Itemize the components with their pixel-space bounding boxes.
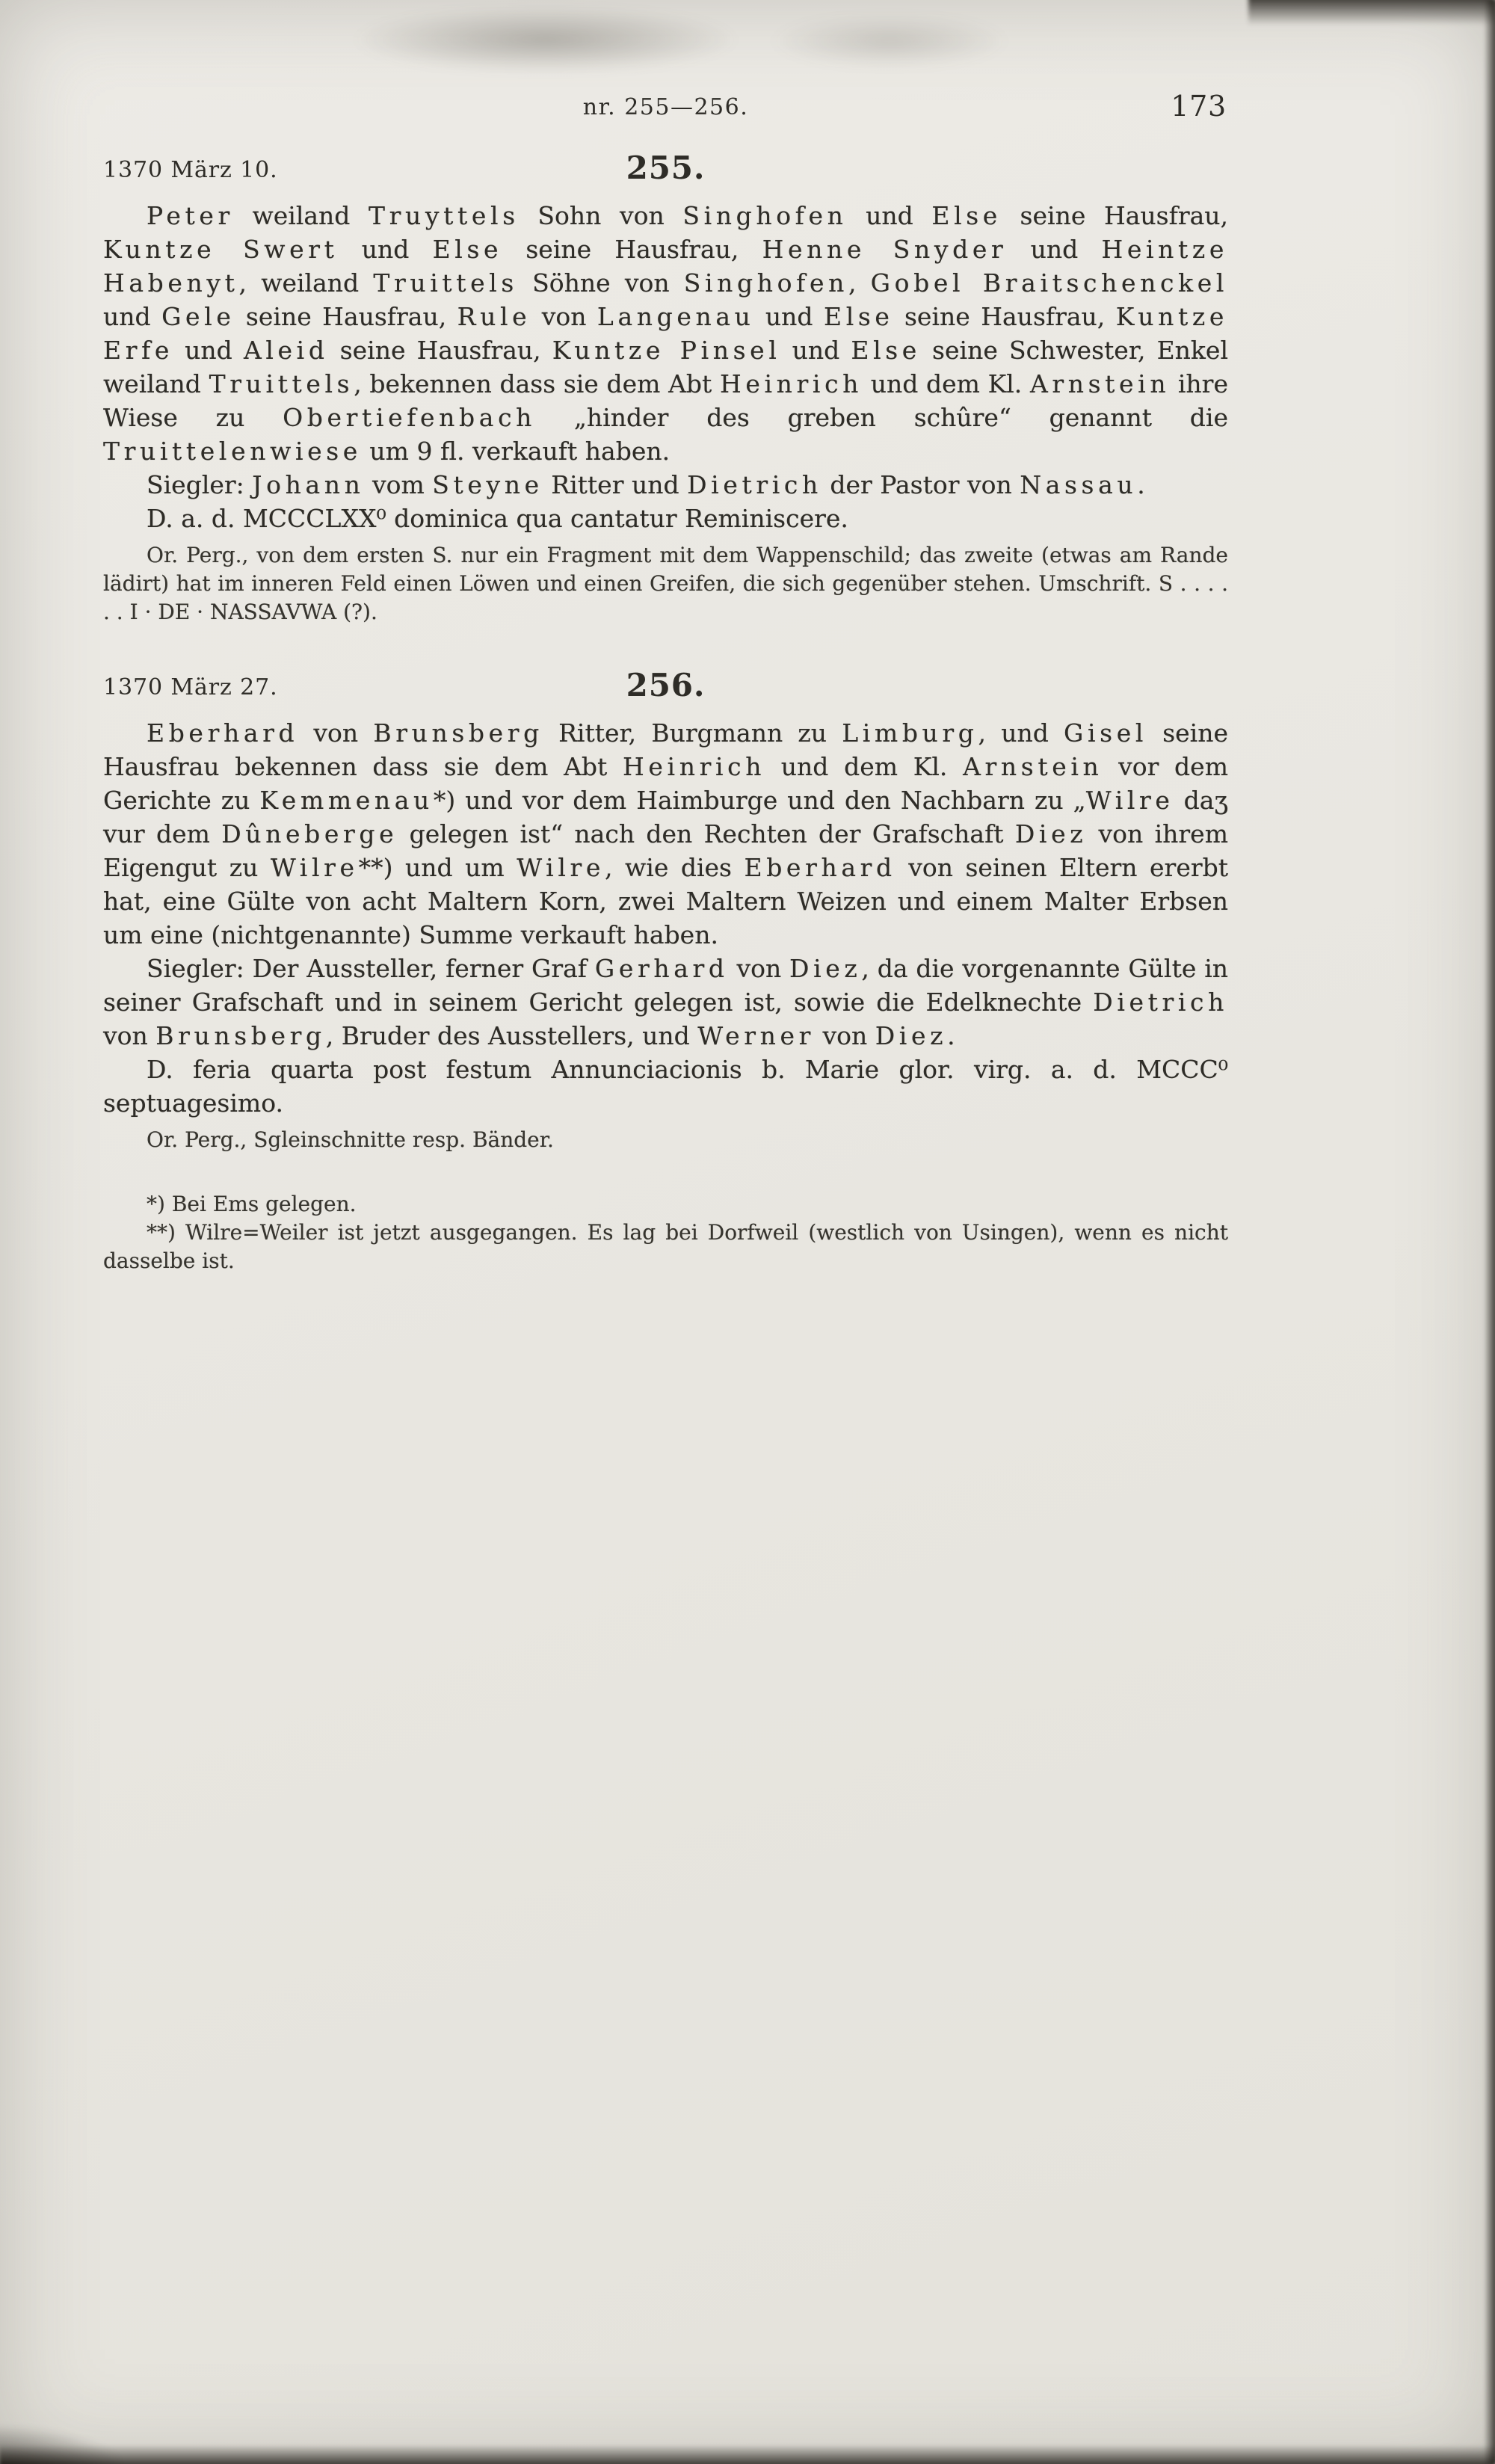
text-run: **) und um — [358, 853, 517, 882]
text-run: seine Hausfrau, — [235, 302, 457, 331]
text-run: vom — [364, 470, 433, 499]
text-run-letterspaced: Henne Snyder — [762, 235, 1008, 264]
text-run-letterspaced: Else — [851, 336, 921, 365]
text-run: seine Schwester, Enkel weiland — [103, 336, 1228, 398]
text-run: und — [173, 336, 244, 365]
text-run: seine Hausfrau, — [1001, 201, 1229, 230]
text-run-letterspaced: Wilre — [270, 853, 359, 882]
text-run-letterspaced: Dietrich — [1093, 988, 1228, 1017]
text-run-letterspaced: Kuntze Swert — [103, 235, 339, 264]
text-run: von seinen Eltern ererbt hat, eine Gülte von acht Maltern Korn, zwei Maltern Weizen und einem Malter Erbsen um eine (nichtgenannte) Summe verkauft haben. — [103, 853, 1229, 949]
text-run-letterspaced: Singhofen — [683, 268, 848, 298]
text-run: „hinder des greben schûre“ genannt die — [536, 403, 1228, 432]
footnotes — [103, 1190, 1228, 1275]
paragraph-footnote — [103, 1190, 1228, 1219]
text-run-letterspaced: Else — [931, 201, 1002, 230]
text-run: Ritter, Burgmann zu — [543, 718, 842, 748]
entry-heading — [103, 150, 1228, 191]
text-run: Siegler: — [147, 470, 253, 499]
text-run: seine Hausfrau bekennen dass sie dem Abt — [103, 718, 1228, 781]
text-run: , bekennen dass sie dem Abt — [354, 369, 720, 398]
charter-entry-255 — [103, 150, 1228, 626]
text-run: ihre Wiese zu — [103, 369, 1228, 432]
text-run-letterspaced: Kemmenau — [259, 786, 434, 815]
text-run-letterspaced: Heinrich — [623, 752, 766, 781]
text-run-letterspaced: Langenau — [597, 302, 755, 331]
text-run: um 9 fl. verkauft haben. — [361, 437, 671, 466]
text-run: vor dem Gerichte zu — [103, 752, 1228, 815]
text-run: und — [338, 235, 433, 264]
text-run: seine Hausfrau, — [893, 302, 1116, 331]
entry-date: 1370 März 27. — [103, 674, 278, 700]
text-run: . — [1137, 470, 1145, 499]
paragraph-body — [103, 1053, 1228, 1120]
text-run-letterspaced: Eberhard — [147, 718, 299, 748]
text-run: Sohn von — [519, 201, 683, 230]
text-run-letterspaced: Nassau — [1020, 470, 1138, 499]
page-number: 173 — [1171, 90, 1227, 123]
text-run: , wie dies — [605, 853, 745, 882]
scan-smudge-top-right — [770, 15, 1009, 67]
text-run: von — [298, 718, 374, 748]
text-run: daʒ vur dem — [103, 786, 1229, 848]
text-run: Söhne von — [517, 268, 684, 298]
paragraph-body — [103, 468, 1228, 502]
text-run: , da die vorgenannte Gülte in seiner Grafschaft und in seinem Gericht gelegen ist, sowie die Edelknechte — [103, 954, 1229, 1017]
text-run-letterspaced: Singhofen — [682, 201, 848, 230]
text-run-letterspaced: Peter — [147, 201, 234, 230]
paragraph-small — [103, 1126, 1228, 1154]
text-run: von — [103, 1021, 156, 1050]
text-run: **) Wilre=Weiler ist jetzt ausgegangen. Es lag bei Dorfweil (westlich von Usingen), wenn es nicht dasselbe ist. — [103, 1220, 1228, 1273]
text-run: und dem Kl. — [863, 369, 1030, 398]
entry-number: 255. — [626, 150, 706, 186]
text-run-letterspaced: Truittels — [209, 369, 354, 398]
text-run: , Bruder des Ausstellers, und — [325, 1021, 698, 1050]
page-content — [103, 90, 1229, 1275]
text-run: , und — [978, 718, 1064, 748]
text-run: von — [531, 302, 597, 331]
text-run-letterspaced: Else — [432, 235, 503, 264]
text-run: gelegen ist“ nach den Rechten der Grafschaft — [398, 819, 1015, 848]
text-run: Siegler: Der Aussteller, ferner Graf — [147, 954, 595, 983]
text-run: und — [847, 201, 932, 230]
text-run: der Pastor von — [822, 470, 1020, 499]
paragraph-body — [103, 502, 1228, 535]
text-run-letterspaced: Truyttels — [369, 201, 520, 230]
text-run: von — [728, 954, 790, 983]
text-run: und dem Kl. — [765, 752, 964, 781]
text-run: *) Bei Ems gelegen. — [147, 1192, 357, 1216]
text-run-letterspaced: Diez — [1014, 819, 1088, 848]
text-run-letterspaced: Gisel — [1064, 718, 1148, 748]
text-run-letterspaced: Heinrich — [719, 369, 863, 398]
text-run-letterspaced: Diez — [875, 1021, 948, 1050]
text-run-letterspaced: Kuntze Pinsel — [552, 336, 781, 365]
paragraph-body — [103, 199, 1228, 468]
text-run: weiland — [233, 201, 369, 230]
scan-smudge-top — [351, 6, 740, 73]
paragraph-small — [103, 541, 1228, 626]
text-run: , — [848, 268, 871, 298]
text-run-letterspaced: Aleid — [243, 336, 329, 365]
text-run: Ritter und — [543, 470, 688, 499]
scan-shadow-right-edge — [1484, 0, 1495, 2464]
text-run: *) und vor dem Haimburge und den Nachbarn zu „ — [433, 786, 1086, 815]
text-run-letterspaced: Wilre — [1085, 786, 1174, 815]
text-run: , weiland — [238, 268, 374, 298]
text-run-letterspaced: Rule — [457, 302, 531, 331]
text-run: D. feria quarta post festum Annunciacionis b. Marie glor. virg. a. d. MCCC⁰ septuagesimo. — [103, 1055, 1228, 1118]
text-run-letterspaced: Johann — [252, 470, 365, 499]
text-run-letterspaced: Werner — [697, 1021, 815, 1050]
text-run-letterspaced: Truittels — [373, 268, 518, 298]
scan-shadow-bottom-edge — [0, 2445, 1495, 2464]
page-header — [103, 90, 1228, 127]
charter-entry-256 — [103, 667, 1228, 1154]
text-run-letterspaced: Steyne — [432, 470, 543, 499]
scan-shadow-top-right — [1248, 0, 1495, 25]
text-run: und — [103, 302, 162, 331]
text-run-letterspaced: Gerhard — [594, 954, 729, 983]
text-run: seine Hausfrau, — [328, 336, 552, 365]
text-run: Or. Perg., Sgleinschnitte resp. Bänder. — [147, 1127, 554, 1152]
text-run: von — [814, 1021, 875, 1050]
text-run-letterspaced: Wilre — [517, 853, 605, 882]
text-run-letterspaced: Dûneberge — [221, 819, 398, 848]
text-run-letterspaced: Obertiefenbach — [283, 403, 537, 432]
text-run-letterspaced: Limburg — [842, 718, 978, 748]
text-run-letterspaced: Kuntze Erfe — [103, 302, 1228, 365]
paragraph-body — [103, 716, 1228, 952]
text-run-letterspaced: Arnstein — [963, 752, 1103, 781]
scan-shadow-bottom-left — [0, 2427, 120, 2464]
text-run-letterspaced: Gele — [161, 302, 235, 331]
text-run: D. a. d. MCCCLXX⁰ dominica qua cantatur Reminiscere. — [147, 504, 848, 533]
text-run: seine Hausfrau, — [502, 235, 762, 264]
entry-number: 256. — [626, 667, 706, 703]
text-run: Or. Perg., von dem ersten S. nur ein Fragment mit dem Wappenschild; das zweite (etwas am Rande lädirt) hat im inneren Feld einen Löwen und einen Greifen, die sich gegenüber stehen. Umschrift. S . . . . . . I · DE · NASSAVWA (?). — [103, 543, 1228, 624]
running-title: nr. 255—256. — [582, 94, 749, 120]
text-run-letterspaced: Gobel Braitschenckel — [870, 268, 1228, 298]
paragraph-footnote — [103, 1219, 1228, 1275]
text-run-letterspaced: Else — [824, 302, 894, 331]
text-run-letterspaced: Diez — [789, 954, 862, 983]
text-run-letterspaced: Arnstein — [1029, 369, 1171, 398]
text-run-letterspaced: Heintze Habenyt — [103, 235, 1228, 298]
text-run: . — [947, 1021, 955, 1050]
text-run-letterspaced: Dietrich — [687, 470, 822, 499]
text-run-letterspaced: Brunsberg — [155, 1021, 326, 1050]
text-run-letterspaced: Brunsberg — [373, 718, 543, 748]
text-run: und — [754, 302, 824, 331]
entry-text — [103, 199, 1228, 626]
text-run-letterspaced: Truittelenwiese — [103, 437, 362, 466]
text-run: und — [1007, 235, 1102, 264]
entry-text — [103, 716, 1228, 1154]
text-run: von ihrem Eigengut zu — [103, 819, 1228, 882]
entry-heading — [103, 667, 1228, 709]
entry-date: 1370 März 10. — [103, 157, 278, 183]
text-run-letterspaced: Eberhard — [744, 853, 896, 882]
text-run: und — [780, 336, 851, 365]
paragraph-body — [103, 952, 1228, 1053]
